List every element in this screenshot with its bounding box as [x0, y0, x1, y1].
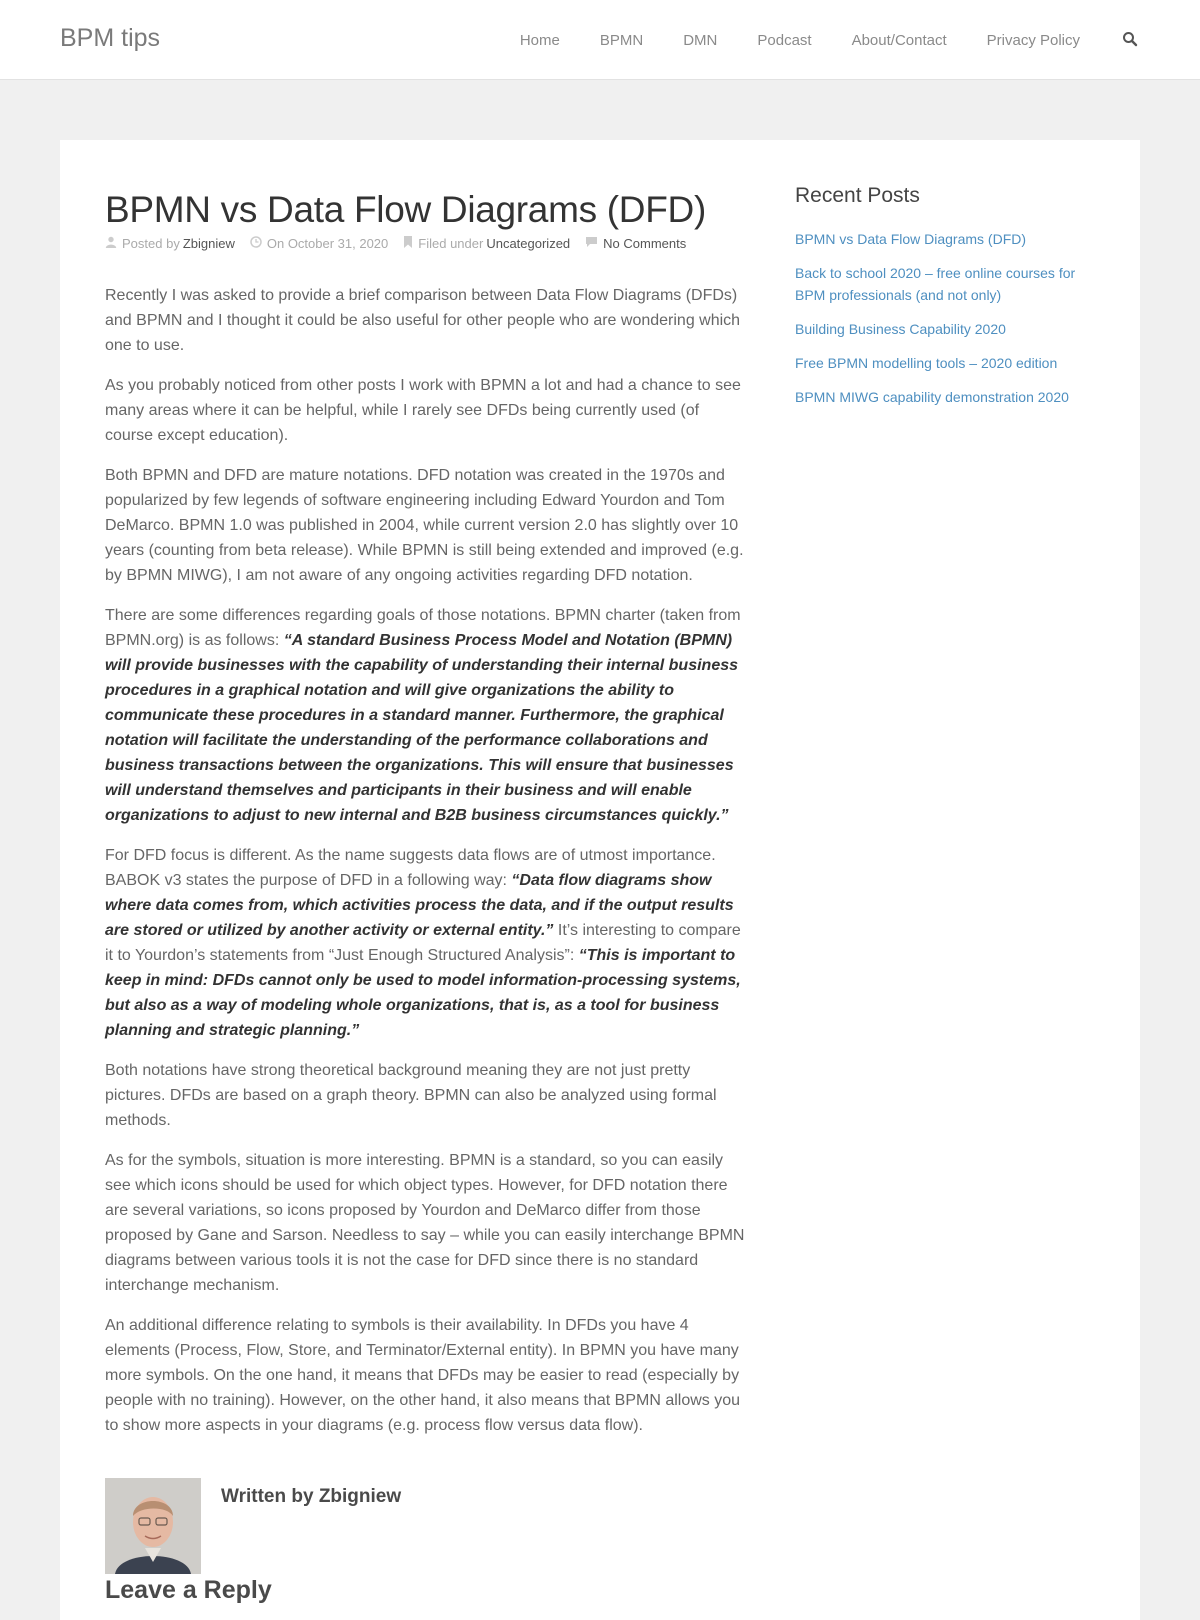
paragraph-6: Both notations have strong theoretical background meaning they are not just pretty pictures. DFDs are based on a graph theory. BPMN can also be analyzed using formal methods.: [105, 1062, 717, 1129]
nav-item-privacy-policy[interactable]: Privacy Policy: [986, 31, 1080, 49]
paragraph-5: [105, 843, 745, 1043]
post-title: BPMN vs Data Flow Diagrams (DFD): [105, 189, 706, 230]
bpmn-charter-quote: “A standard Business Process Model and Notation (BPMN) will provide businesses with the capability of understanding their internal business procedures in a graphical notation and will give organizations the ability to communicate these procedures in a standard manner. Furthermore, the graphical notation will facilitate the understanding of the performance collaborations and business transactions between the organizations. This will ensure that businesses will understand themselves and participants in their business and will enable organizations to adjust to new internal and B2B business circumstances quickly.”: [105, 632, 739, 824]
list-item: [795, 352, 1095, 374]
list-item: [795, 262, 1095, 306]
paragraph-4: [105, 603, 745, 828]
recent-posts-list: [795, 228, 1095, 408]
author-box-name[interactable]: Written by Zbigniew: [221, 1486, 402, 1507]
yourdon-quote: “This is important to keep in mind: DFDs cannot only be used to model information-processing systems, but also as a way of modeling whole organizations, that is, as a tool for business planning and strategic planning.”: [105, 947, 741, 1039]
posted-by-label: Posted by: [122, 236, 180, 251]
category-link[interactable]: Uncategorized: [486, 236, 571, 251]
nav-item-podcast[interactable]: Podcast: [757, 31, 812, 49]
recent-posts-title: Recent Posts: [795, 184, 920, 207]
comment-icon: [585, 236, 598, 251]
list-item: [795, 318, 1095, 340]
paragraph-8: An additional difference relating to symbols is their availability. In DFDs you have 4 elements (Process, Flow, Store, and Terminator/External entity). In BPMN you have many more symbols. On the one hand, it means that DFDs may be easier to read (especially by people with no training). However, on the other hand, it also means that BPMN allows you to show more aspects in your diagrams (e.g. process flow versus data flow).: [105, 1317, 741, 1434]
recent-post-link[interactable]: BPMN MIWG capability demonstration 2020: [795, 389, 1069, 405]
author-box: [105, 1478, 745, 1574]
recent-post-link[interactable]: BPMN vs Data Flow Diagrams (DFD): [795, 231, 1027, 247]
content-card: [60, 140, 1140, 1620]
paragraph-7: As for the symbols, situation is more interesting. BPMN is a standard, so you can easily see which icons should be used for which object types. However, for DFD notation there are several variations, so icons proposed by Yourdon and DeMarco differ from those proposed by Gane and Sarson. Needless to say – while you can easily interchange BPMN diagrams between various tools it is not the case for DFD since there is no standard interchange mechanism.: [105, 1152, 745, 1294]
nav-item-bpmn[interactable]: BPMN: [599, 31, 644, 49]
recent-post-link[interactable]: Building Business Capability 2020: [795, 321, 1006, 337]
leave-reply-title: Leave a Reply: [105, 1576, 272, 1604]
recent-post-link[interactable]: Back to school 2020 – free online courses for BPM professionals (and not only): [795, 265, 1076, 303]
site-header: [0, 0, 1200, 80]
post-date: On October 31, 2020: [266, 236, 389, 251]
user-icon: [105, 236, 117, 251]
sidebar: [795, 184, 1095, 420]
paragraph-5-text-b: It’s interesting to compare it to Yourdon’s statements from “Just Enough Structured Analysis”:: [105, 922, 741, 964]
paragraph-2: As you probably noticed from other posts I work with BPMN a lot and had a chance to see many areas where it can be helpful, while I rarely see DFDs being currently used (of course except education).: [105, 377, 741, 444]
nav-item-about-contact[interactable]: About/Contact: [851, 31, 947, 49]
paragraph-3: Both BPMN and DFD are mature notations. DFD notation was created in the 1970s and popularized by few legends of software engineering including Edward Yourdon and Tom DeMarco. BPMN 1.0 was published in 2004, while current version 2.0 has slightly over 10 years (counting from beta release). While BPMN is still being extended and improved (e.g. by BPMN MIWG), I am not aware of any ongoing activities regarding DFD notation.: [105, 467, 744, 584]
recent-post-link[interactable]: Free BPMN modelling tools – 2020 edition: [795, 355, 1058, 371]
site-title-link[interactable]: BPM tips: [60, 24, 161, 52]
meta-category: [403, 236, 570, 251]
nav-item-dmn[interactable]: DMN: [683, 31, 718, 49]
author-link[interactable]: Zbigniew: [182, 236, 235, 251]
post-content: [105, 283, 745, 1438]
comments-link[interactable]: No Comments: [603, 236, 687, 251]
babok-quote: “Data flow diagrams show where data comes from, which activities process the data, and if the output results are stored or utilized by another activity or external entity.”: [105, 872, 734, 939]
paragraph-5-text-a: For DFD focus is different. As the name suggests data flows are of utmost importance. BABOK v3 states the purpose of DFD in a following way:: [105, 847, 716, 889]
list-item: [795, 386, 1095, 408]
nav-item-home[interactable]: Home: [519, 31, 560, 49]
filed-under-label: Filed under: [418, 236, 484, 251]
search-icon[interactable]: [1122, 31, 1140, 49]
clock-icon: [250, 236, 262, 251]
bookmark-icon: [403, 236, 413, 251]
avatar[interactable]: [105, 1478, 201, 1574]
post-meta: [105, 236, 745, 251]
paragraph-1: Recently I was asked to provide a brief comparison between Data Flow Diagrams (DFDs) and BPMN and I thought it could be also useful for other people who are wondering which one to use.: [105, 287, 741, 354]
meta-comments: [585, 236, 686, 251]
paragraph-4-text: There are some differences regarding goals of those notations. BPMN charter (taken from BPMN.org) is as follows:: [105, 607, 741, 649]
meta-date: [250, 236, 388, 251]
list-item: [795, 228, 1095, 250]
post-article: [105, 188, 745, 1605]
main-nav: [480, 0, 1140, 80]
meta-author: [105, 236, 235, 251]
